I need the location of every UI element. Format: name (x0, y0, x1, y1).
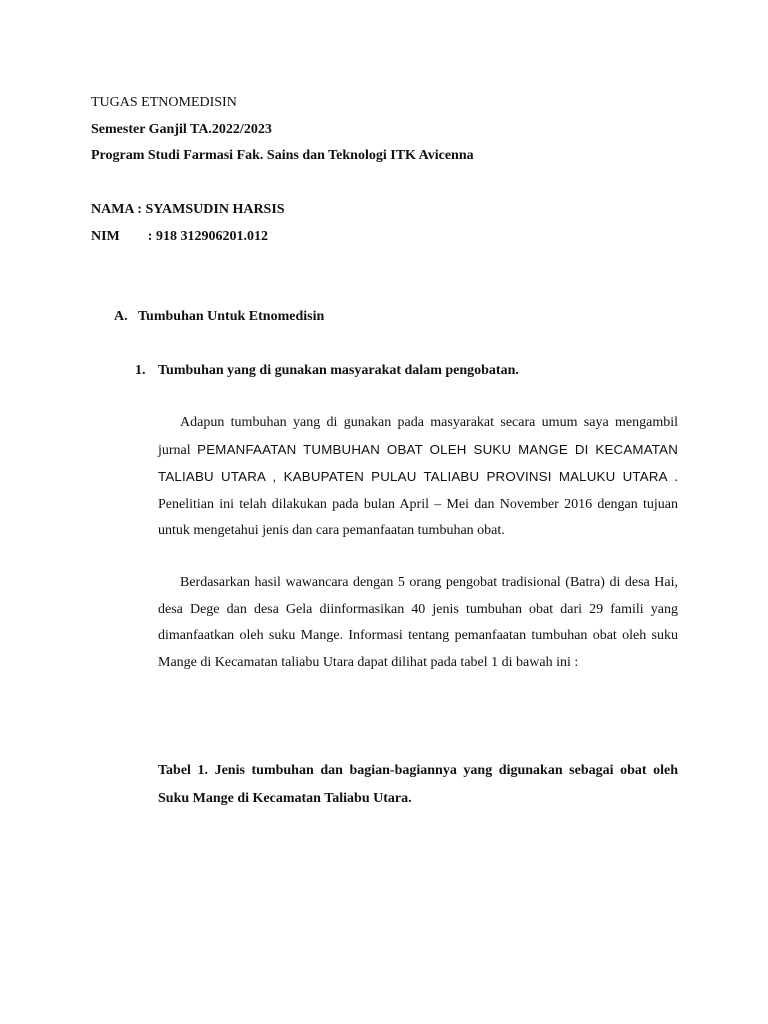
semester-line: Semester Ganjil TA.2022/2023 (91, 122, 272, 137)
section-a-marker: A. (114, 309, 128, 324)
name-value: : SYAMSUDIN HARSIS (137, 202, 285, 217)
paragraph-2: Berdasarkan hasil wawancara dengan 5 orang pengobat tradisional (Batra) di desa Hai, desa Dege dan desa Gela diinformasikan 40 jenis tumbuhan obat dari 29 famili yang dimanfaatkan oleh suku Mange. Informasi tentang pemanfaatan tumbuhan obat oleh suku Mange di Kecamatan taliabu Utara dapat dilihat pada tabel 1 di bawah ini : (158, 575, 678, 670)
program-line: Program Studi Farmasi Fak. Sains dan Teknologi ITK Avicenna (91, 148, 474, 163)
subsection-1-marker: 1. (135, 363, 146, 378)
section-a-heading (114, 308, 324, 326)
name-line (91, 201, 285, 219)
subsection-1-title: Tumbuhan yang di gunakan masyarakat dalam pengobatan. (158, 363, 519, 378)
table-caption: Tabel 1. Jenis tumbuhan dan bagian-bagiannya yang digunakan sebagai obat oleh Suku Mange di Kecamatan Taliabu Utara. (158, 763, 678, 806)
nim-line (91, 228, 268, 246)
subsection-1-heading (135, 362, 519, 380)
paragraph-1-body: . Penelitian ini telah dilakukan pada bulan April – Mei dan November 2016 dengan tujuan untuk mengetahui jenis dan cara pemanfaatan tumbuhan obat. (158, 470, 678, 539)
section-a-title: Tumbuhan Untuk Etnomedisin (138, 309, 325, 324)
document-title: TUGAS ETNOMEDISIN (91, 95, 237, 110)
paragraph-1 (158, 410, 678, 545)
paragraph-1-intro: Adapun tumbuhan yang di gunakan pada masyarakat secara umum saya mengambil jurnal (158, 415, 678, 458)
name-label: NAMA (91, 202, 134, 217)
nim-label: NIM (91, 229, 120, 244)
nim-value: : 918 312906201.012 (147, 229, 268, 244)
journal-title: PEMANFAATAN TUMBUHAN OBAT OLEH SUKU MANGE DI KECAMATAN TALIABU UTARA , KABUPATEN PULAU TALIABU PROVINSI MALUKU UTARA (158, 441, 678, 485)
